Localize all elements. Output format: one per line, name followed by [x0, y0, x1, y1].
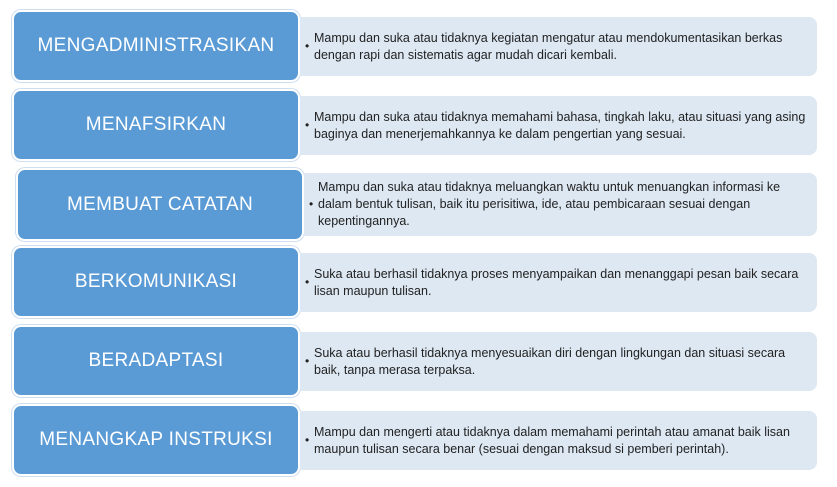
category-label: [12, 325, 300, 397]
category-label: [12, 89, 300, 161]
category-label-text: BERKOMUNIKASI: [74, 271, 238, 292]
category-description: [300, 17, 817, 76]
category-label: [16, 168, 304, 241]
category-description: [300, 96, 817, 155]
bullet-icon: •: [305, 39, 310, 53]
description-text: Mampu dan suka atau tidaknya kegiatan mengatur atau mendokumentasikan berkas dengan rapi dan sistematis agar mudah dicari kembali.: [314, 30, 783, 62]
category-label-text: MEMBUAT CATATAN: [66, 193, 254, 215]
bullet-icon: •: [305, 354, 310, 368]
bullet-icon: •: [309, 197, 314, 211]
category-label-text: MENANGKAP INSTRUKSI: [39, 429, 273, 450]
category-description: [300, 253, 817, 312]
bullet-icon: •: [305, 433, 310, 447]
bullet-icon: •: [305, 275, 310, 289]
category-label-text: BERADAPTASI: [88, 350, 224, 371]
description-text: Mampu dan suka atau tidaknya memahami bahasa, tingkah laku, atau situasi yang asing baginya dan menerjemahkannya ke dalam pengertian yang sesuai.: [314, 109, 806, 141]
bullet-icon: •: [305, 118, 310, 132]
category-label: [12, 10, 300, 82]
category-description: [304, 173, 817, 236]
category-label: [12, 404, 300, 476]
category-label: [12, 246, 300, 318]
description-text: Mampu dan suka atau tidaknya meluangkan waktu untuk menuangkan informasi ke dalam bentuk tulisan, baik itu perisitiwa, ide, atau pembicaraan sesuai dengan kepentingannya.: [318, 180, 781, 228]
description-text: Suka atau berhasil tidaknya menyesuaikan diri dengan lingkungan dan situasi secara baik, tanpa merasa terpaksa.: [314, 345, 786, 377]
description-text: Suka atau berhasil tidaknya proses menyampaikan dan menanggapi pesan baik secara lisan maupun tulisan.: [314, 266, 799, 298]
category-description: [300, 332, 817, 391]
description-text: Mampu dan mengerti atau tidaknya dalam memahami perintah atau amanat baik lisan maupun tulisan secara benar (sesuai dengan maksud si pemberi perintah).: [314, 424, 790, 456]
category-label-text: MENGADMINISTRASIKAN: [37, 35, 275, 56]
category-description: [300, 411, 817, 470]
category-label-text: MENAFSIRKAN: [85, 114, 227, 135]
